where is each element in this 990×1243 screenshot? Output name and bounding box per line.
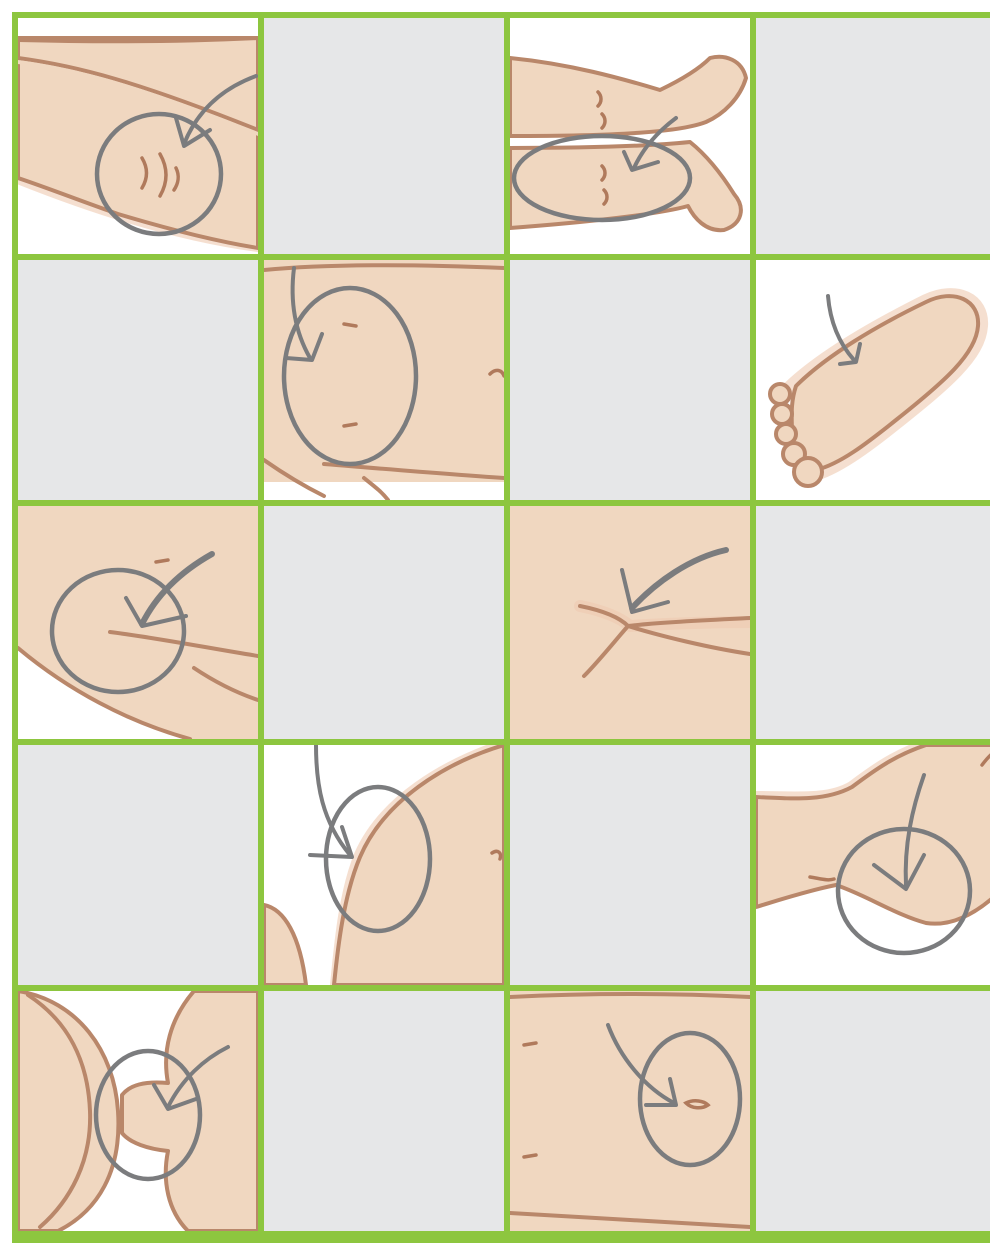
empty-slot[interactable] bbox=[510, 260, 750, 500]
empty-slot[interactable] bbox=[18, 260, 258, 500]
tile-chest-side[interactable] bbox=[264, 260, 504, 500]
tile-elbow[interactable] bbox=[756, 745, 990, 985]
empty-slot[interactable] bbox=[510, 745, 750, 985]
neck-illustration bbox=[18, 991, 258, 1231]
empty-slot[interactable] bbox=[264, 506, 504, 739]
tile-side-waist[interactable] bbox=[264, 745, 504, 985]
tile-foot-sole[interactable] bbox=[756, 260, 990, 500]
tile-armpit[interactable] bbox=[18, 506, 258, 739]
tile-neck[interactable] bbox=[18, 991, 258, 1231]
tile-groin[interactable] bbox=[510, 506, 750, 739]
tile-ankle-joints[interactable] bbox=[510, 18, 750, 254]
empty-slot[interactable] bbox=[264, 991, 504, 1231]
foot-sole-illustration bbox=[756, 260, 990, 500]
tile-knee-joint[interactable] bbox=[18, 18, 258, 254]
elbow-illustration bbox=[756, 745, 990, 985]
empty-slot[interactable] bbox=[756, 991, 990, 1231]
empty-slot[interactable] bbox=[756, 18, 990, 254]
groin-illustration bbox=[510, 506, 750, 739]
chest-side-illustration bbox=[264, 260, 504, 500]
side-waist-illustration bbox=[264, 745, 504, 985]
empty-slot[interactable] bbox=[756, 506, 990, 739]
tile-navel[interactable] bbox=[510, 991, 750, 1231]
navel-illustration bbox=[510, 991, 750, 1231]
knee-joint-illustration bbox=[18, 18, 258, 254]
armpit-illustration bbox=[18, 506, 258, 739]
ankle-joints-illustration bbox=[510, 18, 750, 254]
puzzle-grid bbox=[12, 12, 990, 1243]
empty-slot[interactable] bbox=[18, 745, 258, 985]
empty-slot[interactable] bbox=[264, 18, 504, 254]
